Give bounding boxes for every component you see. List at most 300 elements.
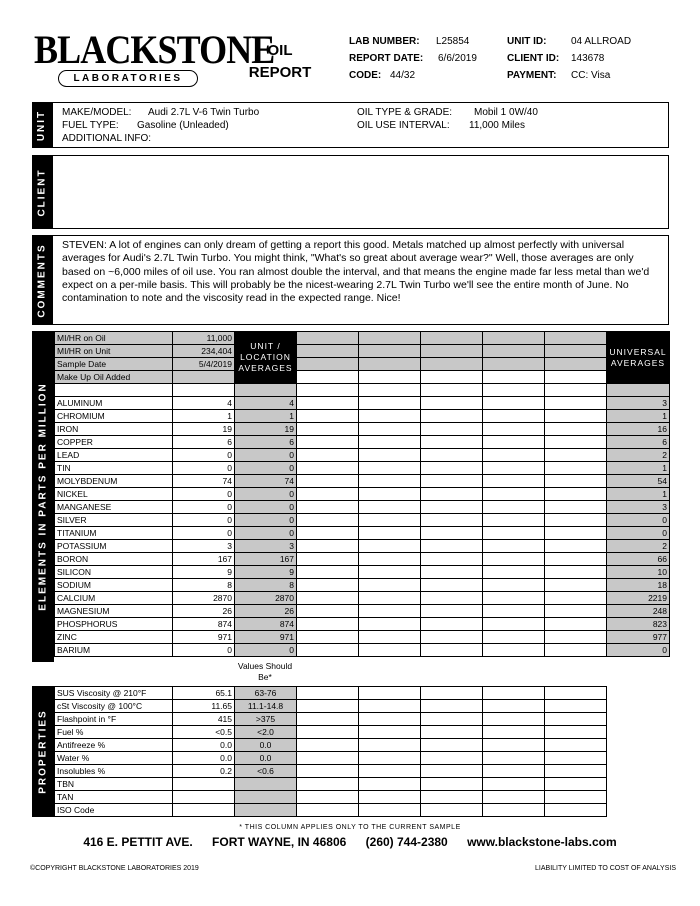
empty-cell (297, 791, 359, 804)
property-should-be: 63-76 (235, 687, 297, 700)
element-label: PHOSPHORUS (55, 618, 173, 631)
empty-cell (545, 358, 607, 371)
element-row (55, 527, 670, 540)
element-value: 3 (173, 540, 235, 553)
fuel-type-label: FUEL TYPE: (62, 120, 119, 131)
element-value: 6 (173, 436, 235, 449)
logo-sub-text: LABORATORIES (58, 70, 198, 87)
info-label: MI/HR on Oil (55, 332, 173, 345)
property-label: Water % (55, 752, 173, 765)
unit-id-value: 04 ALLROAD (571, 36, 632, 47)
element-value: 4 (173, 397, 235, 410)
client-box (52, 155, 669, 229)
empty-cell (545, 605, 607, 618)
empty-cell (359, 527, 421, 540)
element-label: MANGANESE (55, 501, 173, 514)
empty-cell (421, 726, 483, 739)
empty-cell (297, 592, 359, 605)
empty-cell (421, 553, 483, 566)
element-value: 0 (173, 449, 235, 462)
unit-section-label: UNIT (32, 102, 52, 148)
element-row (55, 488, 670, 501)
empty-cell (297, 436, 359, 449)
empty-cell (483, 527, 545, 540)
footer-address-line (0, 835, 700, 849)
empty-cell (545, 765, 607, 778)
unit-id-label: UNIT ID: (507, 36, 547, 47)
empty-cell (545, 527, 607, 540)
property-should-be (235, 791, 297, 804)
empty-cell (359, 791, 421, 804)
element-unit-average: 971 (235, 631, 297, 644)
info-row (55, 371, 670, 384)
element-label: SILVER (55, 514, 173, 527)
empty-cell (483, 358, 545, 371)
empty-cell (297, 700, 359, 713)
empty-cell (483, 397, 545, 410)
property-label: TBN (55, 778, 173, 791)
property-value (173, 804, 235, 817)
empty-cell (483, 488, 545, 501)
empty-cell (545, 332, 607, 345)
empty-cell (483, 618, 545, 631)
empty-cell (607, 384, 670, 397)
element-value: 9 (173, 566, 235, 579)
empty-cell (421, 384, 483, 397)
empty-cell (297, 488, 359, 501)
element-row (55, 410, 670, 423)
oil-type-value: Mobil 1 0W/40 (474, 107, 538, 118)
empty-cell (421, 791, 483, 804)
element-unit-average: 0 (235, 449, 297, 462)
lab-number-label: LAB NUMBER: (349, 36, 420, 47)
empty-cell (421, 631, 483, 644)
element-universal-average: 66 (607, 553, 670, 566)
element-value: 0 (173, 527, 235, 540)
additional-info-label: ADDITIONAL INFO: (62, 133, 152, 144)
empty-cell (297, 371, 359, 384)
empty-cell (545, 566, 607, 579)
property-row (55, 700, 607, 713)
element-unit-average: 167 (235, 553, 297, 566)
element-unit-average: 0 (235, 514, 297, 527)
empty-cell (297, 566, 359, 579)
empty-cell (545, 618, 607, 631)
empty-cell (359, 605, 421, 618)
element-unit-average: 0 (235, 501, 297, 514)
empty-cell (421, 358, 483, 371)
element-label: NICKEL (55, 488, 173, 501)
property-value: <0.5 (173, 726, 235, 739)
empty-cell (545, 423, 607, 436)
property-label: SUS Viscosity @ 210°F (55, 687, 173, 700)
element-value: 26 (173, 605, 235, 618)
footer-phone: (260) 744-2380 (365, 835, 448, 849)
footer-address: 416 E. PETTIT AVE. (83, 835, 193, 849)
element-unit-average: 74 (235, 475, 297, 488)
empty-cell (483, 501, 545, 514)
empty-cell (421, 397, 483, 410)
empty-cell (297, 778, 359, 791)
empty-cell (297, 449, 359, 462)
element-value: 8 (173, 579, 235, 592)
empty-cell (545, 726, 607, 739)
empty-cell (297, 605, 359, 618)
empty-cell (545, 345, 607, 358)
empty-cell (297, 462, 359, 475)
elements-table (54, 331, 670, 657)
element-unit-average: 26 (235, 605, 297, 618)
empty-cell (483, 778, 545, 791)
element-universal-average: 3 (607, 501, 670, 514)
empty-cell (359, 804, 421, 817)
empty-cell (297, 501, 359, 514)
empty-cell (55, 384, 173, 397)
element-label: SODIUM (55, 579, 173, 592)
property-should-be: >375 (235, 713, 297, 726)
element-label: CALCIUM (55, 592, 173, 605)
lab-number-value: L25854 (436, 36, 470, 47)
empty-cell (483, 566, 545, 579)
element-row (55, 475, 670, 488)
property-row (55, 739, 607, 752)
empty-cell (545, 436, 607, 449)
footnote: * THIS COLUMN APPLIES ONLY TO THE CURRENT SAMPLE (239, 824, 461, 831)
element-label: SILICON (55, 566, 173, 579)
element-row (55, 540, 670, 553)
element-row (55, 631, 670, 644)
element-unit-average: 874 (235, 618, 297, 631)
empty-cell (359, 592, 421, 605)
empty-cell (483, 592, 545, 605)
empty-cell (483, 514, 545, 527)
empty-cell (483, 423, 545, 436)
empty-cell (359, 371, 421, 384)
empty-cell (359, 475, 421, 488)
property-value: 0.0 (173, 752, 235, 765)
oil-use-value: 11,000 Miles (469, 120, 525, 131)
empty-cell (421, 752, 483, 765)
footer-city: FORT WAYNE, IN 46806 (212, 835, 347, 849)
element-row (55, 436, 670, 449)
empty-cell (421, 765, 483, 778)
empty-cell (359, 397, 421, 410)
property-should-be (235, 804, 297, 817)
element-row (55, 397, 670, 410)
property-value: 11.65 (173, 700, 235, 713)
info-value: 5/4/2019 (173, 358, 235, 371)
empty-cell (359, 332, 421, 345)
empty-cell (297, 765, 359, 778)
empty-cell (545, 687, 607, 700)
property-should-be: 0.0 (235, 739, 297, 752)
empty-cell (483, 739, 545, 752)
property-label: ISO Code (55, 804, 173, 817)
property-label: Fuel % (55, 726, 173, 739)
empty-cell (359, 618, 421, 631)
empty-cell (421, 605, 483, 618)
empty-cell (297, 644, 359, 657)
property-value: 0.2 (173, 765, 235, 778)
payment-label: PAYMENT: (507, 70, 557, 81)
empty-cell (359, 687, 421, 700)
empty-cell (421, 739, 483, 752)
empty-cell (297, 475, 359, 488)
empty-cell (359, 739, 421, 752)
element-value: 0 (173, 514, 235, 527)
make-model-value: Audi 2.7L V-6 Twin Turbo (148, 107, 260, 118)
empty-cell (483, 687, 545, 700)
empty-cell (545, 371, 607, 384)
empty-cell (297, 713, 359, 726)
empty-cell (421, 713, 483, 726)
element-universal-average: 823 (607, 618, 670, 631)
element-row (55, 579, 670, 592)
element-row (55, 514, 670, 527)
info-row (55, 358, 670, 371)
empty-cell (421, 778, 483, 791)
empty-cell (483, 713, 545, 726)
element-universal-average: 2 (607, 449, 670, 462)
element-label: MAGNESIUM (55, 605, 173, 618)
element-universal-average: 3 (607, 397, 670, 410)
empty-cell (359, 631, 421, 644)
empty-cell (545, 540, 607, 553)
liability: LIABILITY LIMITED TO COST OF ANALYSIS (535, 865, 676, 872)
client-id-value: 143678 (571, 53, 605, 64)
universal-averages-header: UNIVERSAL AVERAGES (607, 332, 670, 384)
element-universal-average: 1 (607, 462, 670, 475)
info-value: 11,000 (173, 332, 235, 345)
element-universal-average: 6 (607, 436, 670, 449)
empty-cell (359, 752, 421, 765)
empty-cell (297, 358, 359, 371)
empty-cell (297, 618, 359, 631)
empty-cell (545, 501, 607, 514)
empty-cell (483, 804, 545, 817)
property-should-be: <0.6 (235, 765, 297, 778)
property-row (55, 687, 607, 700)
empty-cell (421, 410, 483, 423)
empty-cell (483, 410, 545, 423)
empty-cell (359, 423, 421, 436)
report-date-value: 6/6/2019 (438, 53, 477, 64)
empty-cell (483, 462, 545, 475)
empty-cell (359, 579, 421, 592)
element-value: 19 (173, 423, 235, 436)
empty-cell (545, 631, 607, 644)
element-label: BORON (55, 553, 173, 566)
empty-cell (545, 475, 607, 488)
report-title-line1: OIL (267, 42, 293, 59)
element-unit-average: 19 (235, 423, 297, 436)
property-label: TAN (55, 791, 173, 804)
empty-cell (297, 423, 359, 436)
empty-cell (359, 358, 421, 371)
empty-cell (483, 791, 545, 804)
empty-cell (483, 700, 545, 713)
empty-cell (421, 462, 483, 475)
empty-cell (421, 436, 483, 449)
element-unit-average: 2870 (235, 592, 297, 605)
empty-cell (483, 371, 545, 384)
empty-cell (297, 527, 359, 540)
element-unit-average: 9 (235, 566, 297, 579)
copyright: ©COPYRIGHT BLACKSTONE LABORATORIES 2019 (30, 865, 199, 872)
element-value: 167 (173, 553, 235, 566)
properties-table (54, 686, 607, 817)
info-label: MI/HR on Unit (55, 345, 173, 358)
element-row (55, 618, 670, 631)
element-label: POTASSIUM (55, 540, 173, 553)
empty-cell (297, 384, 359, 397)
info-label: Sample Date (55, 358, 173, 371)
oil-type-label: OIL TYPE & GRADE: (357, 107, 453, 118)
property-label: cSt Viscosity @ 100°C (55, 700, 173, 713)
element-label: COPPER (55, 436, 173, 449)
empty-cell (483, 475, 545, 488)
element-value: 0 (173, 488, 235, 501)
empty-cell (359, 566, 421, 579)
empty-cell (421, 618, 483, 631)
empty-cell (483, 605, 545, 618)
empty-cell (359, 501, 421, 514)
empty-cell (545, 488, 607, 501)
logo-main-text: BLACKSTONE (34, 27, 275, 72)
empty-cell (421, 423, 483, 436)
empty-cell (483, 436, 545, 449)
empty-cell (421, 332, 483, 345)
empty-cell (421, 592, 483, 605)
empty-cell (545, 752, 607, 765)
fuel-type-value: Gasoline (Unleaded) (137, 120, 229, 131)
property-value (173, 791, 235, 804)
element-universal-average: 2219 (607, 592, 670, 605)
info-value (173, 371, 235, 384)
element-label: IRON (55, 423, 173, 436)
empty-cell (359, 514, 421, 527)
empty-cell (545, 410, 607, 423)
property-row (55, 765, 607, 778)
empty-cell (545, 592, 607, 605)
element-value: 0 (173, 462, 235, 475)
unit-location-averages-header: UNIT / LOCATION AVERAGES (235, 332, 297, 384)
blackstone-logo (34, 27, 275, 92)
element-unit-average: 4 (235, 397, 297, 410)
element-universal-average: 54 (607, 475, 670, 488)
empty-cell (545, 449, 607, 462)
empty-cell (359, 436, 421, 449)
property-row (55, 804, 607, 817)
report-date-label: REPORT DATE: (349, 53, 424, 64)
property-value (173, 778, 235, 791)
empty-cell (483, 553, 545, 566)
empty-cell (359, 726, 421, 739)
empty-cell (545, 713, 607, 726)
empty-cell (483, 332, 545, 345)
empty-cell (297, 804, 359, 817)
empty-cell (421, 579, 483, 592)
report-title (240, 40, 320, 84)
empty-cell (545, 644, 607, 657)
property-row (55, 726, 607, 739)
info-label: Make Up Oil Added (55, 371, 173, 384)
property-row (55, 791, 607, 804)
element-unit-average: 0 (235, 488, 297, 501)
footer-website[interactable]: www.blackstone-labs.com (467, 835, 617, 849)
comments-text: STEVEN: A lot of engines can only dream of getting a report this good. Metals matched up almost perfectly with universal averages for Audi's 2.7L Twin Turbo. You might think, "What's so great about average wear?" Well, those averages are only based on ~6,000 miles of oil use. You ran almost double the interval, and that means the engine made far less metal than we'd expect on a per-mile basis. This will probably be the nicest-wearing 2.7L Twin Turbo we'll see the entire month of June. No contamination to note and the viscosity read in the expected range. Nice! (62, 239, 650, 305)
element-label: BARIUM (55, 644, 173, 657)
empty-cell (297, 631, 359, 644)
code-label: CODE: (349, 70, 382, 81)
element-universal-average: 10 (607, 566, 670, 579)
element-row (55, 423, 670, 436)
empty-cell (483, 752, 545, 765)
empty-cell (297, 540, 359, 553)
comments-section-label: COMMENTS (32, 235, 52, 325)
element-row (55, 566, 670, 579)
empty-cell (545, 462, 607, 475)
empty-cell (359, 700, 421, 713)
property-value: 65.1 (173, 687, 235, 700)
element-universal-average: 0 (607, 514, 670, 527)
element-universal-average: 1 (607, 410, 670, 423)
empty-cell (297, 579, 359, 592)
info-value: 234,404 (173, 345, 235, 358)
element-unit-average: 0 (235, 462, 297, 475)
empty-cell (297, 752, 359, 765)
empty-cell (359, 644, 421, 657)
empty-cell (421, 804, 483, 817)
empty-cell (297, 410, 359, 423)
empty-cell (545, 778, 607, 791)
empty-cell (545, 739, 607, 752)
empty-cell (297, 397, 359, 410)
element-label: ALUMINUM (55, 397, 173, 410)
element-unit-average: 6 (235, 436, 297, 449)
property-row (55, 778, 607, 791)
empty-cell (297, 726, 359, 739)
empty-cell (359, 449, 421, 462)
property-value: 0.0 (173, 739, 235, 752)
property-row (55, 713, 607, 726)
empty-cell (297, 739, 359, 752)
empty-cell (545, 514, 607, 527)
empty-cell (483, 579, 545, 592)
property-should-be (235, 778, 297, 791)
property-should-be: 11.1-14.8 (235, 700, 297, 713)
element-row (55, 644, 670, 657)
empty-cell (297, 345, 359, 358)
element-universal-average: 977 (607, 631, 670, 644)
property-label: Antifreeze % (55, 739, 173, 752)
empty-cell (421, 371, 483, 384)
property-should-be: <2.0 (235, 726, 297, 739)
empty-cell (421, 644, 483, 657)
empty-cell (421, 687, 483, 700)
empty-cell (359, 713, 421, 726)
empty-cell (235, 384, 297, 397)
empty-cell (421, 700, 483, 713)
property-value: 415 (173, 713, 235, 726)
element-universal-average: 2 (607, 540, 670, 553)
empty-cell (359, 765, 421, 778)
element-universal-average: 16 (607, 423, 670, 436)
make-model-label: MAKE/MODEL: (62, 107, 132, 118)
empty-cell (359, 778, 421, 791)
empty-cell (545, 553, 607, 566)
report-title-line2: REPORT (248, 64, 312, 81)
